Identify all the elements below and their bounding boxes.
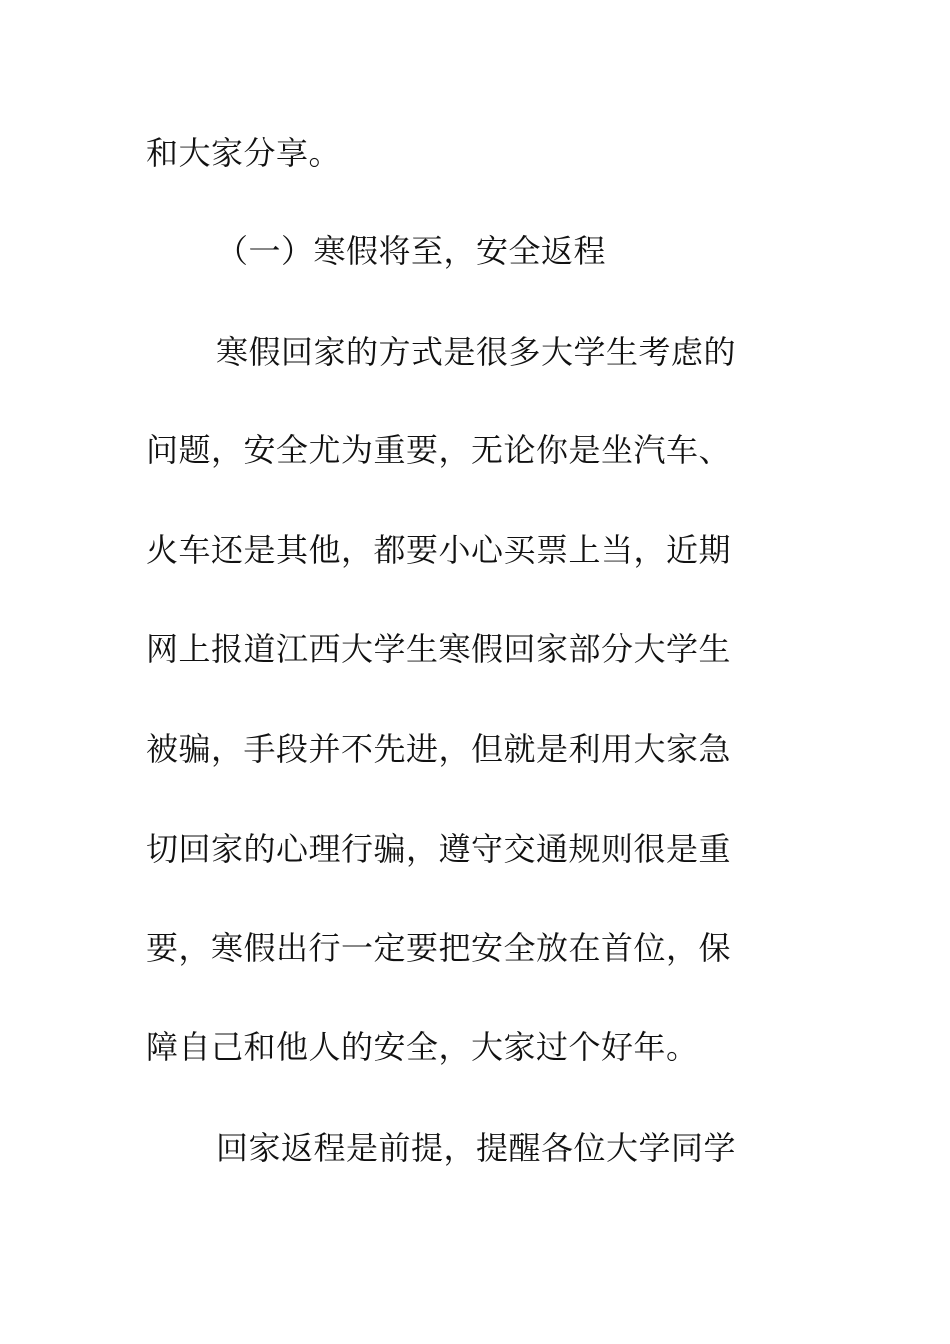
text-line-4: 问题，安全尤为重要，无论你是坐汽车、 (146, 431, 732, 469)
text-line-11: 回家返程是前提，提醒各位大学同学 (216, 1129, 737, 1167)
text-line-6: 网上报道江西大学生寒假回家部分大学生 (146, 630, 732, 668)
text-line-8: 切回家的心理行骗，遵守交通规则很是重 (146, 830, 732, 868)
text-line-5: 火车还是其他，都要小心买票上当，近期 (146, 531, 732, 569)
text-line-9: 要，寒假出行一定要把安全放在首位，保 (146, 929, 732, 967)
text-line-3: 寒假回家的方式是很多大学生考虑的 (216, 333, 737, 371)
text-line-7: 被骗，手段并不先进，但就是利用大家急 (146, 730, 732, 768)
section-heading: （一）寒假将至，安全返程 (216, 232, 607, 270)
text-line-1: 和大家分享。 (146, 134, 342, 172)
text-line-10: 障自己和他人的安全，大家过个好年。 (146, 1028, 699, 1066)
